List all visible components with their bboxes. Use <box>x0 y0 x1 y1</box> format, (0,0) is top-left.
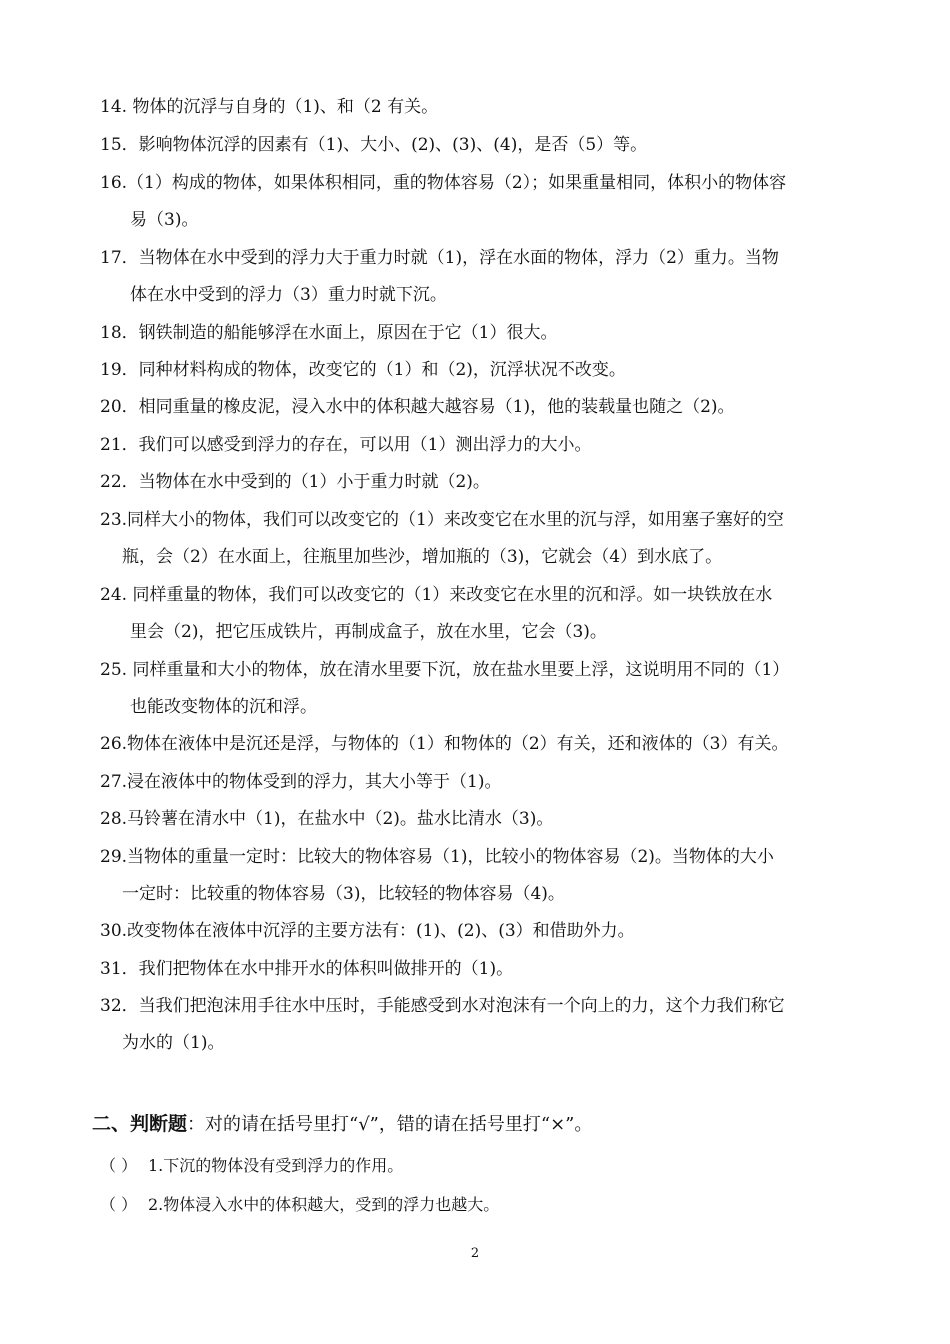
question-continuation: 里会（2)，把它压成铁片，再制成盒子，放在水里，它会（3)。 <box>130 622 607 642</box>
question-text: 28.马铃薯在清水中（1)，在盐水中（2)。盐水比清水（3)。 <box>100 809 554 829</box>
question-text: 15．影响物体沉浮的因素有（1)、大小、(2)、(3)、(4)，是否（5）等。 <box>100 135 648 155</box>
question-text: 27.浸在液体中的物体受到的浮力，其大小等于（1)。 <box>100 772 502 792</box>
section-instruction: ：对的请在括号里打“√”，错的请在括号里打“×”。 <box>187 1114 593 1135</box>
question-29 <box>100 839 862 913</box>
question-25 <box>100 652 862 726</box>
question-text: 16.（1）构成的物体，如果体积相同，重的物体容易（2）；如果重量相同，体积小的物体容 <box>100 173 787 193</box>
question-text: 29.当物体的重量一定时：比较大的物体容易（1)，比较小的物体容易（2)。当物体的大小 <box>100 847 774 867</box>
question-text: 18．钢铁制造的船能够浮在水面上，原因在于它（1）很大。 <box>100 323 558 343</box>
page-number: 2 <box>470 1246 480 1261</box>
question-24 <box>100 577 862 651</box>
question-21 <box>100 427 862 464</box>
question-text: 32．当我们把泡沫用手往水中压时，手能感受到水对泡沫有一个向上的力，这个力我们称它 <box>100 996 785 1016</box>
answer-parentheses: （ ） <box>100 1156 138 1175</box>
question-continuation: 一定时：比较重的物体容易（3)，比较轻的物体容易（4)。 <box>122 884 565 904</box>
item-text: 1.下沉的物体没有受到浮力的作用。 <box>148 1156 404 1175</box>
question-text: 25. 同样重量和大小的物体，放在清水里要下沉，放在盐水里要上浮，这说明用不同的（1） <box>100 660 790 680</box>
question-16 <box>100 165 862 239</box>
question-text: 21．我们可以感受到浮力的存在，可以用（1）测出浮力的大小。 <box>100 435 592 455</box>
answer-parentheses: （ ） <box>100 1195 138 1214</box>
question-text: 31．我们把物体在水中排开水的体积叫做排开的（1)。 <box>100 959 514 979</box>
question-text: 24. 同样重量的物体，我们可以改变它的（1）来改变它在水里的沉和浮。如一块铁放在水 <box>100 585 773 605</box>
question-19 <box>100 352 862 389</box>
question-27 <box>100 764 862 801</box>
question-30 <box>100 913 862 950</box>
question-23 <box>100 502 862 576</box>
question-text: 26.物体在液体中是沉还是浮，与物体的（1）和物体的（2）有关，还和液体的（3）有关。 <box>100 734 789 754</box>
section-title: 二、判断题 <box>92 1113 188 1135</box>
question-text: 19．同种材料构成的物体，改变它的（1）和（2)，沉浮状况不改变。 <box>100 360 626 380</box>
question-22 <box>100 464 862 501</box>
question-continuation: 为水的（1)。 <box>122 1033 225 1053</box>
question-continuation: 易（3)。 <box>130 210 199 230</box>
question-31 <box>100 951 862 988</box>
item-text: 2.物体浸入水中的体积越大，受到的浮力也越大。 <box>148 1195 500 1214</box>
true-false-item-1 <box>100 1151 403 1181</box>
true-false-item-2 <box>100 1190 499 1220</box>
question-32 <box>100 988 862 1062</box>
question-26 <box>100 726 862 763</box>
question-continuation: 体在水中受到的浮力（3）重力时就下沉。 <box>130 285 447 305</box>
question-text: 30.改变物体在液体中沉浮的主要方法有：(1)、(2)、(3）和借助外力。 <box>100 921 635 941</box>
section-heading <box>92 1109 592 1140</box>
question-continuation: 也能改变物体的沉和浮。 <box>130 697 317 717</box>
question-15 <box>100 127 862 164</box>
question-text: 17．当物体在水中受到的浮力大于重力时就（1)，浮在水面的物体，浮力（2）重力。当物 <box>100 248 779 268</box>
question-28 <box>100 801 862 838</box>
question-text: 14. 物体的沉浮与自身的（1)、和（2 有关。 <box>100 97 439 117</box>
question-20 <box>100 389 862 426</box>
question-17 <box>100 240 862 314</box>
question-14 <box>100 89 862 126</box>
question-text: 22．当物体在水中受到的（1）小于重力时就（2)。 <box>100 472 490 492</box>
question-18 <box>100 315 862 352</box>
question-text: 23.同样大小的物体，我们可以改变它的（1）来改变它在水里的沉与浮，如用塞子塞好的空 <box>100 510 784 530</box>
question-continuation: 瓶，会（2）在水面上，往瓶里加些沙，增加瓶的（3)，它就会（4）到水底了。 <box>122 547 723 567</box>
question-text: 20．相同重量的橡皮泥，浸入水中的体积越大越容易（1)，他的装载量也随之（2)。 <box>100 397 735 417</box>
